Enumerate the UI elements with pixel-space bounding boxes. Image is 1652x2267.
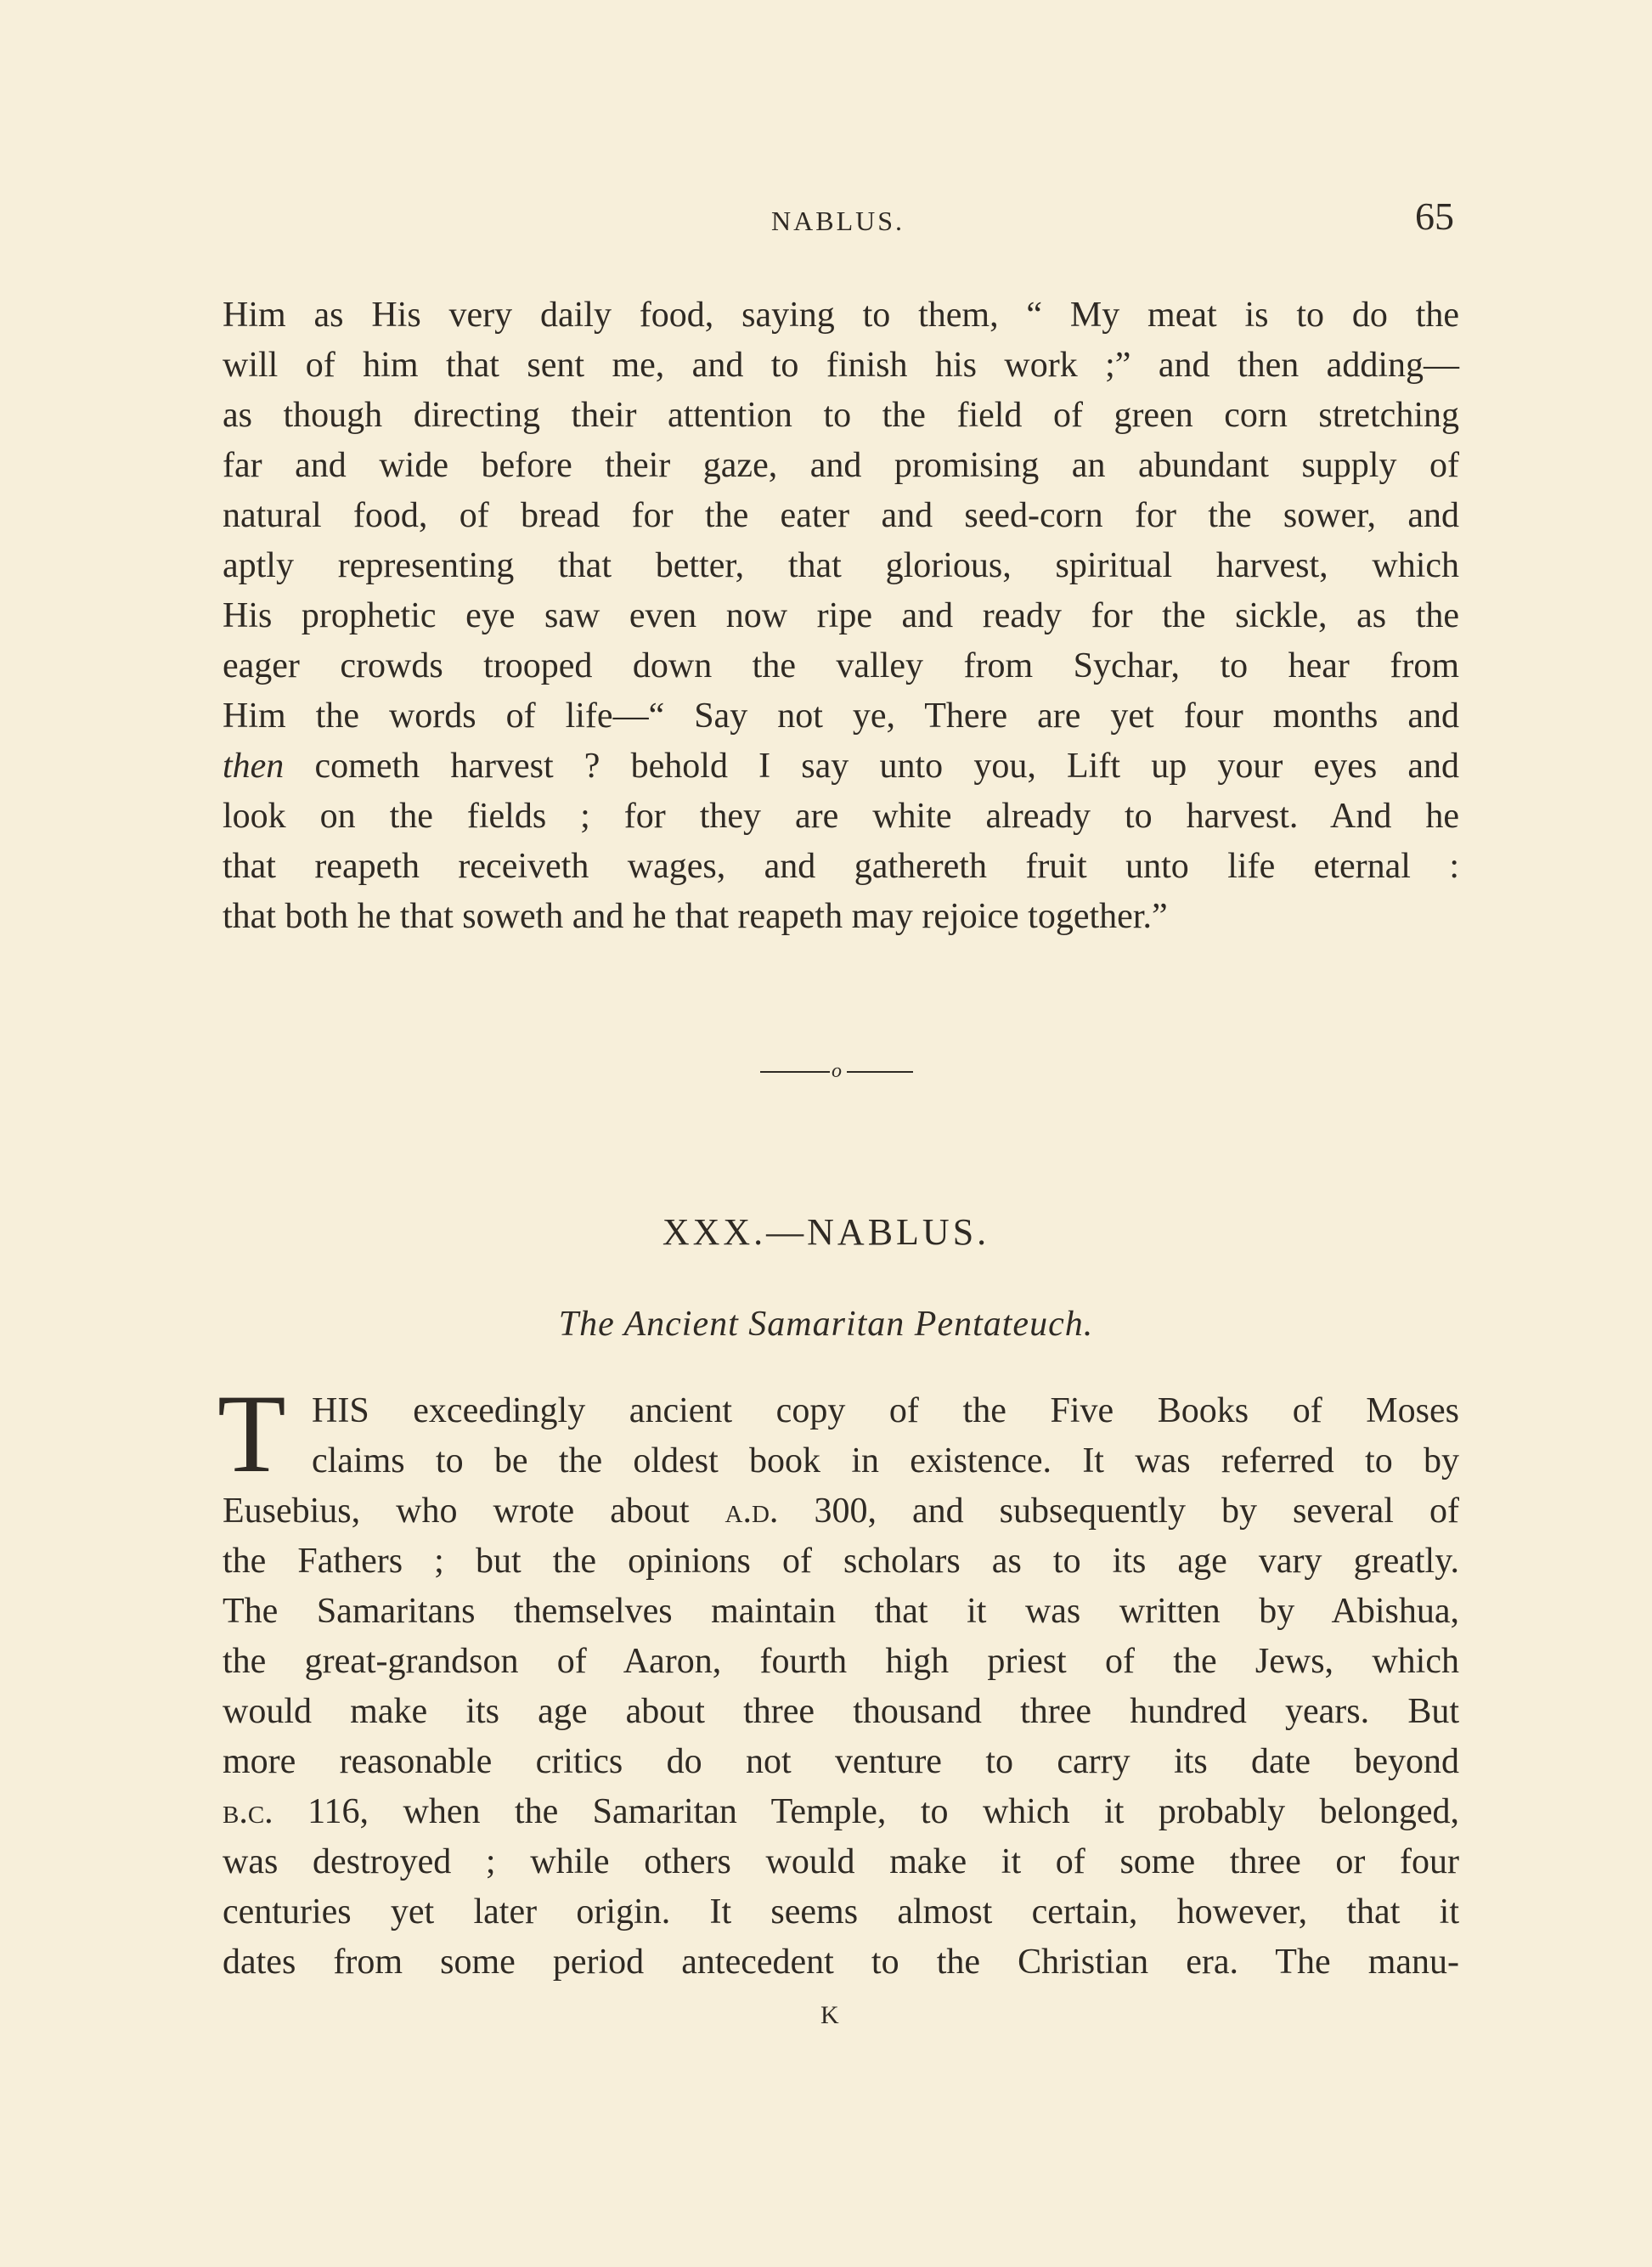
text-fragment: 116, when the Samaritan Temple, to which it probably belonged,	[273, 1792, 1459, 1831]
separator-rule-left	[760, 1071, 830, 1073]
text-line: dates from some period antecedent to the Christian era. The manu-	[223, 1943, 1459, 1982]
text-line: more reasonable critics do not venture to carry its date beyond	[223, 1742, 1459, 1781]
text-line: that both he that soweth and he that reapeth may rejoice together.”	[223, 897, 1168, 936]
chapter-subtitle: The Ancient Samaritan Pentateuch.	[558, 1305, 1094, 1344]
text-line	[223, 1486, 1459, 1537]
text-line: aptly representing that better, that glorious, spiritual harvest, which	[223, 546, 1459, 585]
separator-mark: o	[832, 1060, 842, 1082]
text-line: The Samaritans themselves maintain that it was written by Abishua,	[223, 1592, 1459, 1631]
text-line: far and wide before their gaze, and promising an abundant supply of	[223, 446, 1459, 485]
section-separator	[760, 1058, 913, 1084]
text-line: that reapeth receiveth wages, and gathereth fruit unto life eternal :	[223, 847, 1459, 886]
text-line: Him the words of life—“ Say not ye, There are yet four months and	[223, 696, 1459, 736]
text-line: will of him that sent me, and to finish his work ;” and then adding—	[223, 346, 1459, 385]
chapter-title: XXX.—NABLUS.	[662, 1211, 990, 1253]
page-number: 65	[1415, 195, 1454, 238]
abbreviation: b.c.	[223, 1792, 273, 1831]
text-line: was destroyed ; while others would make it of some three or four	[223, 1842, 1459, 1881]
paragraph-continuation	[223, 290, 1459, 942]
paragraph-body	[223, 1486, 1459, 1988]
text-line: natural food, of bread for the eater and seed-corn for the sower, and	[223, 496, 1459, 535]
text-line: look on the fields ; for they are white already to harvest. And he	[223, 797, 1459, 836]
separator-rule-right	[847, 1071, 913, 1073]
text-fragment: 300, and subsequently by several of	[778, 1492, 1459, 1531]
text-line-rest: cometh harvest ? behold I say unto you, Lift up your eyes and	[314, 747, 1460, 786]
signature-mark: K	[820, 2001, 839, 2029]
text-line: centuries yet later origin. It seems almost certain, however, that it	[223, 1892, 1459, 1931]
text-fragment: Eusebius, who wrote about	[223, 1492, 725, 1531]
text-line	[223, 1787, 1459, 1837]
text-line: would make its age about three thousand three hundred years. But	[223, 1692, 1459, 1731]
drop-cap: T	[217, 1371, 286, 1496]
text-line	[223, 742, 1459, 792]
paragraph-opening-lines	[312, 1386, 1459, 1486]
running-head: NABLUS.	[771, 206, 905, 236]
text-line: Him as His very daily food, saying to them, “ My meat is to do the	[223, 296, 1459, 335]
text-line: eager crowds trooped down the valley from Sychar, to hear from	[223, 646, 1459, 685]
text-line: HIS exceedingly ancient copy of the Five Books of Moses	[312, 1391, 1459, 1430]
italic-word: then	[223, 747, 285, 786]
text-line: the Fathers ; but the opinions of scholars as to its age vary greatly.	[223, 1542, 1459, 1581]
text-line: as though directing their attention to the field of green corn stretching	[223, 396, 1459, 435]
text-line: claims to be the oldest book in existence. It was referred to by	[312, 1441, 1459, 1480]
text-line: His prophetic eye saw even now ripe and ready for the sickle, as the	[223, 596, 1459, 635]
abbreviation: a.d.	[725, 1492, 779, 1531]
text-line: the great-grandson of Aaron, fourth high priest of the Jews, which	[223, 1642, 1459, 1681]
